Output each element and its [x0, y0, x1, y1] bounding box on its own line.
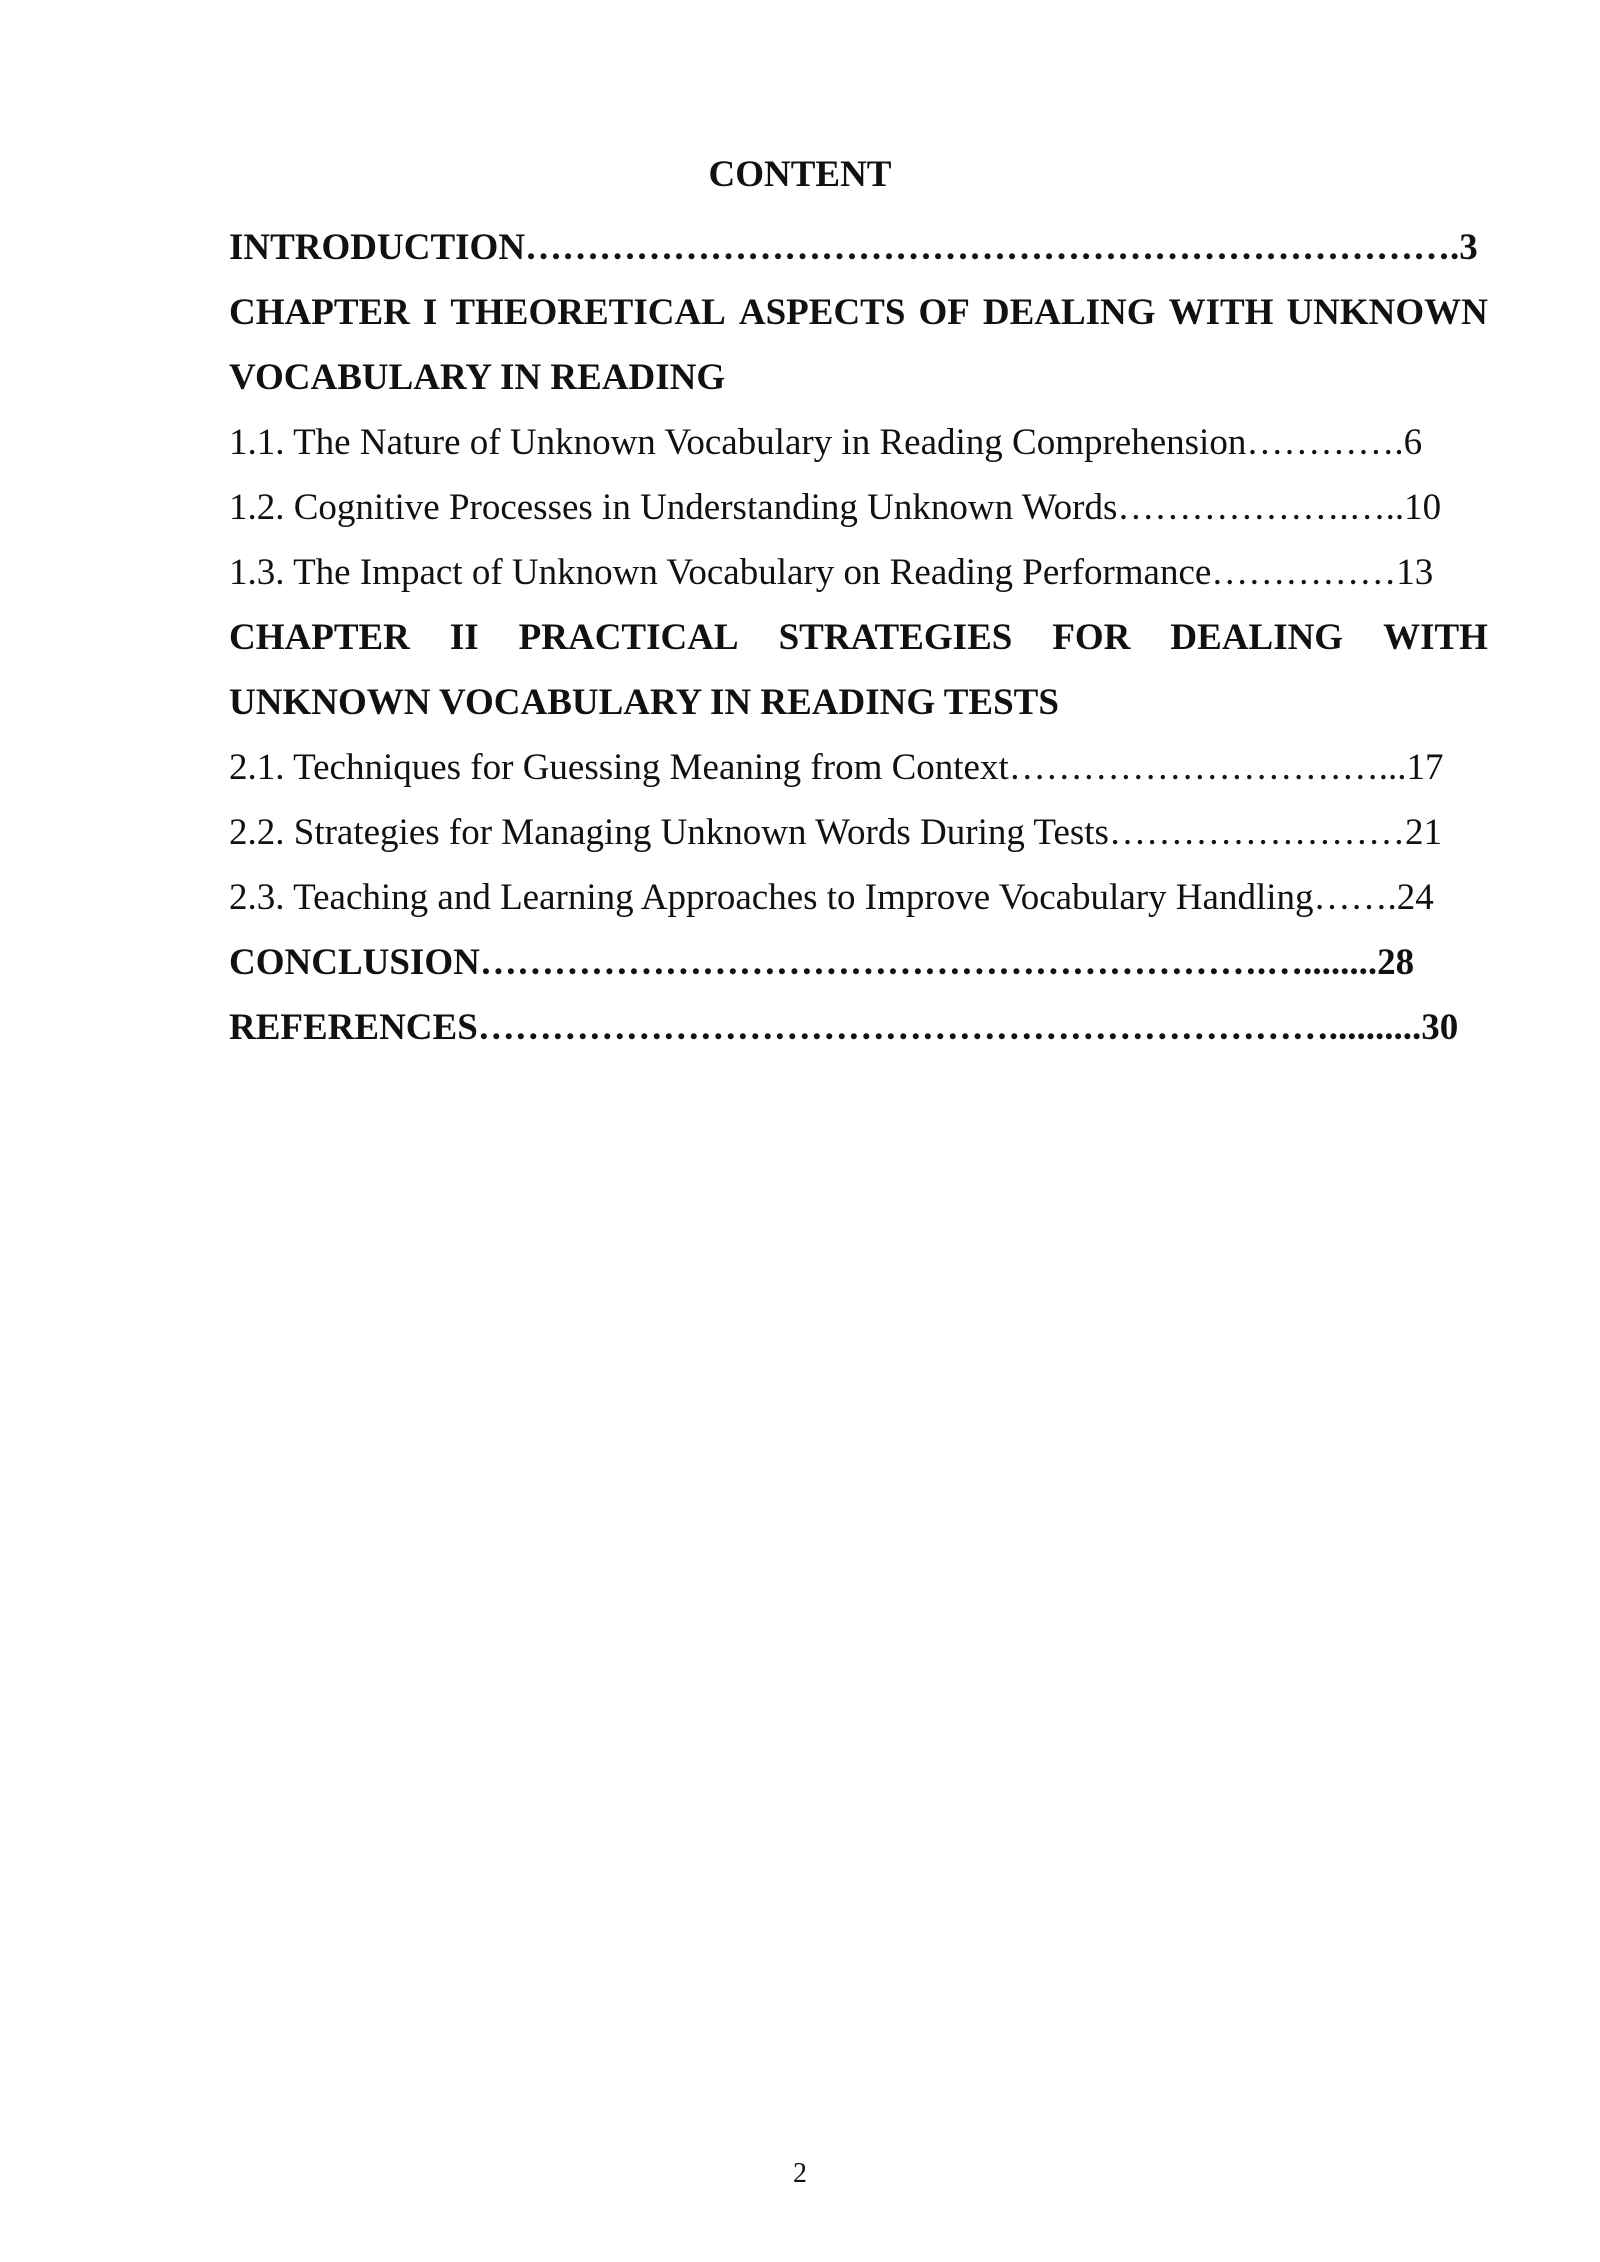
toc-word: WITH [1383, 617, 1488, 658]
toc-entry-conclusion: CONCLUSION……………………………………………………….…........28 [229, 942, 1415, 983]
toc-word: FOR [1052, 617, 1131, 658]
toc-word: STRATEGIES [778, 617, 1013, 658]
page-number: 2 [793, 2158, 807, 2189]
toc-entry-2-3: 2.3. Teaching and Learning Approaches to Improve Vocabulary Handling…….24 [229, 877, 1434, 918]
toc-entry-1-1: 1.1. The Nature of Unknown Vocabulary in Reading Comprehension………….6 [229, 422, 1423, 463]
toc-word: WITH [1168, 292, 1274, 333]
toc-word: II [449, 617, 479, 658]
toc-entry-references: REFERENCES……………………………………………………………..........30 [229, 1007, 1459, 1048]
page-title: CONTENT [708, 154, 892, 195]
toc-word: UNKNOWN [1286, 292, 1488, 333]
toc-word: ASPECTS [738, 292, 906, 333]
toc-entry-1-2: 1.2. Cognitive Processes in Understanding Unknown Words……………….…..10 [229, 487, 1442, 528]
toc-word: DEALING [982, 292, 1156, 333]
toc-chapter-1-heading-line-1 [229, 280, 1488, 345]
toc-word: PRACTICAL [518, 617, 739, 658]
toc-entry-1-3: 1.3. The Impact of Unknown Vocabulary on Reading Performance……………13 [229, 552, 1434, 593]
toc-entry-2-1: 2.1. Techniques for Guessing Meaning from Context…………………………...17 [229, 747, 1444, 788]
toc-word: I [422, 292, 438, 333]
toc-word: DEALING [1170, 617, 1344, 658]
toc-chapter-1-heading-line-2: VOCABULARY IN READING [229, 357, 726, 398]
toc-word: CHAPTER [229, 292, 410, 333]
toc-chapter-2-heading-line-2: UNKNOWN VOCABULARY IN READING TESTS [229, 682, 1059, 723]
toc-word: THEORETICAL [450, 292, 726, 333]
toc-chapter-2-heading-line-1 [229, 605, 1488, 670]
toc-word: OF [918, 292, 970, 333]
toc-word: CHAPTER [229, 617, 410, 658]
table-of-contents [229, 215, 1488, 1060]
toc-entry-2-2: 2.2. Strategies for Managing Unknown Words During Tests……………………21 [229, 812, 1442, 853]
toc-entry-introduction: INTRODUCTION………………………………………………………………….3 [229, 227, 1478, 268]
